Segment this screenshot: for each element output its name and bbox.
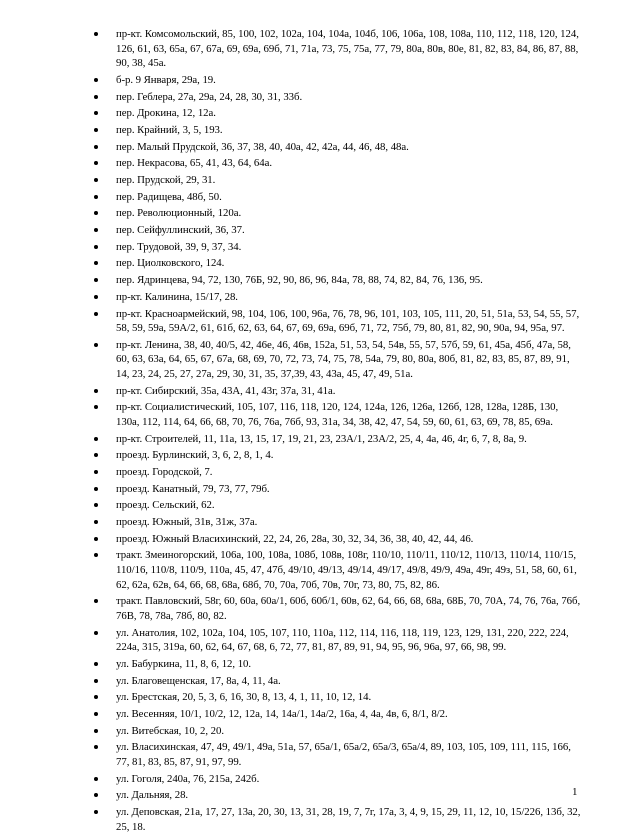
- bullet-icon: [94, 777, 98, 781]
- address-text: пер. Сейфуллинский, 36, 37.: [116, 224, 245, 237]
- address-text: пр-кт. Социалистический, 105, 107, 116, 118, 120, 124, 124а, 126, 126а, 126б, 128, 128а, 128Б, 130, 130а, 112, 114, 64, 66, 68, 70, 76, 76а, 76б, 93, 31а, 34, 38, 42, 47, 54, 59, 60, 61, 63, 69, 78, 85, 69а.: [116, 401, 559, 428]
- bullet-icon: [94, 631, 98, 635]
- address-text: проезд. Бурлинский, 3, 6, 2, 8, 1, 4.: [116, 449, 274, 462]
- address-text: проезд. Сельский, 62.: [116, 499, 215, 512]
- address-list-item: [94, 432, 584, 447]
- address-list-item: [94, 657, 584, 672]
- address-list-item: [94, 240, 584, 255]
- address-text: пер. Некрасова, 65, 41, 43, 64, 64а.: [116, 157, 272, 170]
- bullet-icon: [94, 553, 98, 557]
- address-list-item: [94, 707, 584, 722]
- address-text: проезд. Южный, 31в, 31ж, 37а.: [116, 516, 258, 529]
- bullet-icon: [94, 195, 98, 199]
- address-list-item: [94, 307, 584, 336]
- address-text: пр-кт. Красноармейский, 98, 104, 106, 100, 96а, 76, 78, 96, 101, 103, 105, 111, 20, 51, 51а, 53, 54, 55, 57, 58, 59, 59а, 59А/2, 61, 61б, 62, 63, 64, 67, 69, 69а, 69б, 71, 72, 75б, 79, 80, 81, 82, 90, 90а, 94, 95а, 97.: [116, 307, 580, 335]
- address-text: ул. Брестская, 20, 5, 3, 6, 16, 30, 8, 13, 4, 1, 11, 10, 12, 14.: [116, 691, 372, 704]
- bullet-icon: [94, 729, 98, 733]
- address-list-item: [94, 338, 584, 382]
- bullet-icon: [94, 78, 98, 82]
- address-list-item: [94, 173, 584, 188]
- bullet-icon: [94, 111, 98, 115]
- address-text: тракт. Змеиногорский, 106а, 100, 108а, 108б, 108в, 108г, 110/10, 110/11, 110/12, 110/13, 110/14, 110/15, 110/16, 110/8, 110/9, 110а, 45, 47, 47б, 49/10, 49/13, 49/14, 49/17, 49/8, 49/9, 49а, 49г, 49з, 51, 58, 60, 61, 62, 62а, 62в, 64, 66, 68, 68а, 68б, 70, 70а, 70б, 70в, 70г, 73, 80, 75, 82, 86.: [116, 549, 577, 591]
- bullet-icon: [94, 453, 98, 457]
- address-text: пер. Радищева, 48б, 50.: [116, 190, 222, 203]
- bullet-icon: [94, 128, 98, 132]
- address-text: пр-кт. Калинина, 15/17, 28.: [116, 290, 238, 303]
- bullet-icon: [94, 245, 98, 249]
- bullet-icon: [94, 520, 98, 524]
- bullet-icon: [94, 145, 98, 149]
- bullet-icon: [94, 178, 98, 182]
- address-text: ул. Бабуркина, 11, 8, 6, 12, 10.: [116, 657, 252, 670]
- address-list-item: [94, 106, 584, 121]
- address-text: ул. Витебская, 10, 2, 20.: [116, 724, 224, 737]
- bullet-icon: [94, 599, 98, 603]
- bullet-icon: [94, 662, 98, 666]
- address-text: ул. Власихинская, 47, 49, 49/1, 49а, 51а, 57, 65а/1, 65а/2, 65а/3, 65а/4, 89, 103, 105, 109, 111, 115, 166, 77, 81, 83, 85, 87, 91, 97, 99.: [116, 741, 571, 768]
- bullet-icon: [94, 537, 98, 541]
- address-text: проезд. Городской, 7.: [116, 466, 213, 478]
- address-text: ул. Гоголя, 240а, 76, 215а, 242б.: [116, 772, 260, 785]
- address-text: ул. Дальняя, 28.: [116, 789, 189, 802]
- bullet-icon: [94, 32, 98, 36]
- address-list-item: [94, 384, 584, 399]
- bullet-icon: [94, 437, 98, 441]
- address-list-item: [94, 724, 584, 739]
- address-list-item: [94, 674, 584, 689]
- address-list-item: [94, 772, 584, 787]
- address-text: пер. Крайний, 3, 5, 193.: [116, 123, 223, 136]
- address-text: тракт. Павловский, 58г, 60, 60а, 60а/1, 60б, 60б/1, 60в, 62, 64, 66, 68, 68а, 68Б, 70, 70А, 74, 76, 76а, 76б, 76В, 78, 78а, 78б, 80, 82.: [116, 595, 581, 622]
- address-list-item: [94, 594, 584, 623]
- address-text: пер. Дрокина, 12, 12а.: [116, 107, 216, 120]
- address-text: ул. Благовещенская, 17, 8а, 4, 11, 4а.: [116, 674, 281, 687]
- bullet-icon: [94, 312, 98, 316]
- bullet-icon: [94, 487, 98, 491]
- address-list-item: [94, 690, 584, 705]
- bullet-icon: [94, 295, 98, 299]
- address-list-item: [94, 740, 584, 769]
- address-text: пр-кт. Ленина, 38, 40, 40/5, 42, 46е, 46, 46в, 152а, 51, 53, 54, 54в, 55, 57, 57б, 59, 61, 45а, 45б, 47а, 58, 60, 63, 63а, 64, 65, 67, 67а, 68, 69, 70, 72, 73, 74, 75, 78, 54а, 79, 80, 80а, 80б, 81, 82, 83, 85, 87, 89, 91, 14, 23, 24, 25, 27, 27а, 29, 30, 31, 35, 37,39, 43, 43а, 45, 47, 49, 51а.: [116, 338, 571, 380]
- address-list-item: [94, 90, 584, 105]
- address-list-item: [94, 156, 584, 171]
- bullet-icon: [94, 211, 98, 215]
- address-text: ул. Деповская, 21а, 17, 27, 13а, 20, 30, 13, 31, 28, 19, 7, 7г, 17а, 3, 4, 9, 15, 29, 11, 12, 10, 15/226, 13б, 32, 25, 18.: [116, 805, 581, 833]
- address-text: пр-кт. Сибирский, 35а, 43А, 41, 43г, 37а, 31, 41а.: [116, 384, 336, 397]
- address-list-item: [94, 448, 584, 463]
- address-text: проезд. Канатный, 79, 73, 77, 79б.: [116, 482, 270, 495]
- address-text: ул. Анатолия, 102, 102а, 104, 105, 107, 110, 110а, 112, 114, 116, 118, 119, 123, 129, 131, 220, 222, 224, 224а, 315, 319а, 60, 62, 64, 67, 68, 6, 72, 77, 81, 87, 89, 91, 94, 95, 96, 96а, 97, 66, 98, 99.: [116, 626, 569, 654]
- address-list-item: [94, 465, 584, 480]
- address-list-item: [94, 140, 584, 155]
- address-list-item: [94, 626, 584, 655]
- address-list-item: [94, 788, 584, 803]
- address-text: пр-кт. Строителей, 11, 11а, 13, 15, 17, 19, 21, 23, 23А/1, 23А/2, 25, 4, 4а, 46, 4г, 6, 7, 8, 8а, 9.: [116, 432, 527, 445]
- address-list-item: [94, 190, 584, 205]
- address-list-item: [94, 123, 584, 138]
- address-list-item: [94, 532, 584, 547]
- address-list-item: [94, 27, 584, 71]
- address-list-item: [94, 223, 584, 238]
- address-text: пер. Циолковского, 124.: [116, 257, 225, 270]
- bullet-icon: [94, 405, 98, 409]
- bullet-icon: [94, 261, 98, 265]
- address-list-item: [94, 290, 584, 305]
- bullet-icon: [94, 343, 98, 347]
- address-list: [94, 27, 584, 836]
- address-text: пер. Ядринцева, 94, 72, 130, 76Б, 92, 90, 86, 96, 84а, 78, 88, 74, 82, 84, 76, 136, 95.: [116, 274, 483, 287]
- bullet-icon: [94, 161, 98, 165]
- bullet-icon: [94, 793, 98, 797]
- address-text: пр-кт. Комсомольский, 85, 100, 102, 102а, 104, 104а, 104б, 106, 106а, 108, 108а, 110, 112, 118, 120, 124, 126, 61, 63, 65а, 67, 67а, 69, 69а, 69б, 71, 71а, 73, 75, 75а, 77, 79, 80а, 80в, 80е, 81, 82, 83, 84, 86, 87, 88, 90, 38, 45а.: [116, 28, 579, 70]
- address-text: пер. Трудовой, 39, 9, 37, 34.: [116, 240, 242, 253]
- address-text: пер. Прудской, 29, 31.: [116, 174, 216, 186]
- bullet-icon: [94, 810, 98, 814]
- bullet-icon: [94, 95, 98, 99]
- address-text: пер. Геблера, 27а, 29а, 24, 28, 30, 31, 33б.: [116, 90, 303, 103]
- address-list-item: [94, 400, 584, 429]
- address-list-item: [94, 482, 584, 497]
- address-list-item: [94, 498, 584, 513]
- address-list-item: [94, 805, 584, 834]
- address-list-item: [94, 273, 584, 288]
- address-text: пер. Революционный, 120а.: [116, 207, 242, 220]
- address-list-item: [94, 206, 584, 221]
- address-text: ул. Весенняя, 10/1, 10/2, 12, 12а, 14, 14а/1, 14а/2, 16а, 4, 4а, 4в, 6, 8/1, 8/2.: [116, 707, 448, 720]
- address-text: пер. Малый Прудской, 36, 37, 38, 40, 40а, 42, 42а, 44, 46, 48, 48а.: [116, 140, 409, 153]
- page-number: 1: [572, 786, 578, 798]
- bullet-icon: [94, 503, 98, 507]
- address-text: проезд. Южный Власихинский, 22, 24, 26, 28а, 30, 32, 34, 36, 38, 40, 42, 44, 46.: [116, 532, 474, 545]
- bullet-icon: [94, 712, 98, 716]
- bullet-icon: [94, 228, 98, 232]
- bullet-icon: [94, 745, 98, 749]
- bullet-icon: [94, 389, 98, 393]
- address-list-item: [94, 256, 584, 271]
- address-list-item: [94, 548, 584, 592]
- bullet-icon: [94, 470, 98, 474]
- bullet-icon: [94, 679, 98, 683]
- address-list-item: [94, 515, 584, 530]
- bullet-icon: [94, 695, 98, 699]
- address-text: б-р. 9 Января, 29а, 19.: [116, 73, 216, 86]
- bullet-icon: [94, 278, 98, 282]
- address-list-item: [94, 73, 584, 88]
